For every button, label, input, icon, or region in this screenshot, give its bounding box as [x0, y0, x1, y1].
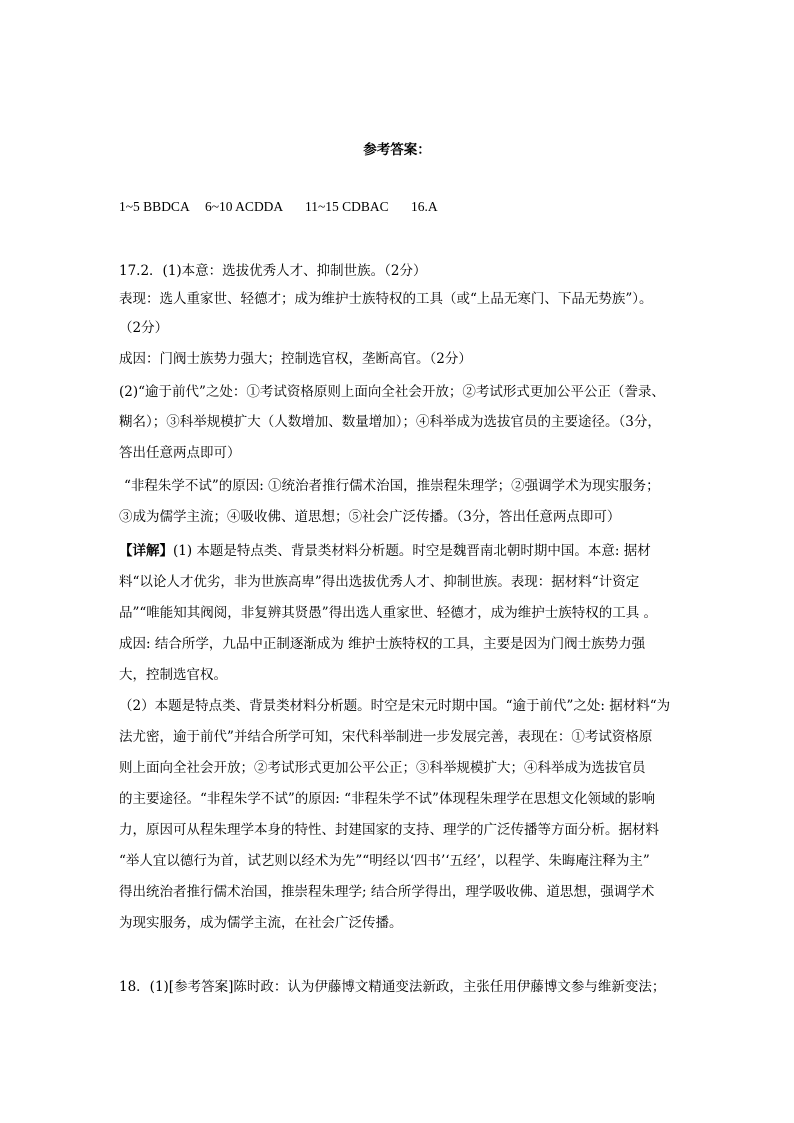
detail-line: 料“以论人才优劣，非为世族高卑”得出选拔优秀人才、抑制世族。表现：据材料“计资定	[119, 574, 640, 590]
answers-6-10: 6~10 ACDDA	[205, 199, 284, 214]
q18-line: 18．(1)[参考答案]陈时政：认为伊藤博文精通变法新政，主张任用伊藤博文参与维新变法；	[119, 979, 666, 995]
detail-line: 的主要途径。“非程朱学不试”的原因: “非程朱学不试”体现程朱理学在思想文化领域的影响	[119, 791, 655, 807]
detail-line: （2）本题是特点类、背景类材料分析题。时空是宋元时期中国。“逾于前代”之处: 据材料“为	[119, 698, 671, 714]
detail-line: 得出统治者推行儒术治国，推崇程朱理学; 结合所学得出，理学吸收佛、道思想，强调学术	[119, 884, 655, 900]
answers-16: 16.A	[411, 199, 438, 214]
detail-line: 法尤密，逾于前代”并结合所学可知，宋代科举制进一步发展完善，表现在：①考试资格原	[119, 729, 653, 745]
q17-line: 表现：选人重家世、轻德才；成为维护士族特权的工具（或“上品无寒门、下品无势族”）。	[119, 291, 653, 307]
q17-line: “非程朱学不试”的原因: ①统治者推行儒术治国，推崇程朱理学；②强调学术为现实服务；	[124, 478, 660, 494]
page-title: 参考答案：	[363, 142, 431, 158]
detail-line	[119, 542, 651, 560]
q17-line: ③成为儒学主流；④吸收佛、道思想；⑤社会广泛传播。（3分，答出任意两点即可）	[119, 509, 621, 525]
detail-line: 为现实服务，成为儒学主流，在社会广泛传播。	[119, 915, 403, 931]
detail-line: 大，控制选官权。	[119, 667, 227, 683]
q17-line: （2分）	[119, 320, 169, 336]
detail-tag: 【详解】	[119, 543, 173, 559]
q17-line: 成因：门阀士族势力强大；控制选官权，垄断高官。（2分）	[119, 351, 472, 367]
detail-line: 品”“唯能知其阀阅，非复辨其贤愚”得出选人重家世、轻德才，成为维护士族特权的工具 。	[119, 605, 657, 621]
q17-line: (2)“逾于前代”之处：①考试资格原则上面向全社会开放；②考试形式更加公平公正（誊录、	[119, 384, 665, 400]
detail-line: “举人宜以德行为首，试艺则以经术为先”“明经以‘四书’‘五经’，以程学、朱晦庵注释为主”	[119, 853, 650, 869]
answers-11-15: 11~15 CDBAC	[305, 199, 389, 214]
detail-line: 则上面向全社会开放；②考试形式更加公平公正；③科举规模扩大；④科举成为选拔官员	[119, 760, 646, 776]
detail-line: 成因: 结合所学，九品中正制逐渐成为 维护士族特权的工具，主要是因为门阀士族势力强	[119, 636, 646, 652]
q17-line: 答出任意两点即可）	[119, 445, 241, 461]
q17-line: 17.2．(1)本意：选拔优秀人才、抑制世族。（2分）	[119, 263, 427, 279]
answers-1-5: 1~5 BBDCA	[119, 199, 190, 214]
detail-line: 力，原因可从程朱理学本身的特性、封建国家的支持、理学的广泛传播等方面分析。据材料	[119, 822, 659, 838]
choice-answers	[119, 198, 438, 216]
q17-line: 糊名）；③科举规模扩大（人数增加、数量增加）；④科举成为选拔官员的主要途径。（3分，	[119, 414, 661, 430]
detail-text: (1) 本题是特点类、背景类材料分析题。时空是魏晋南北朝时期中国。本意: 据材	[173, 543, 651, 559]
